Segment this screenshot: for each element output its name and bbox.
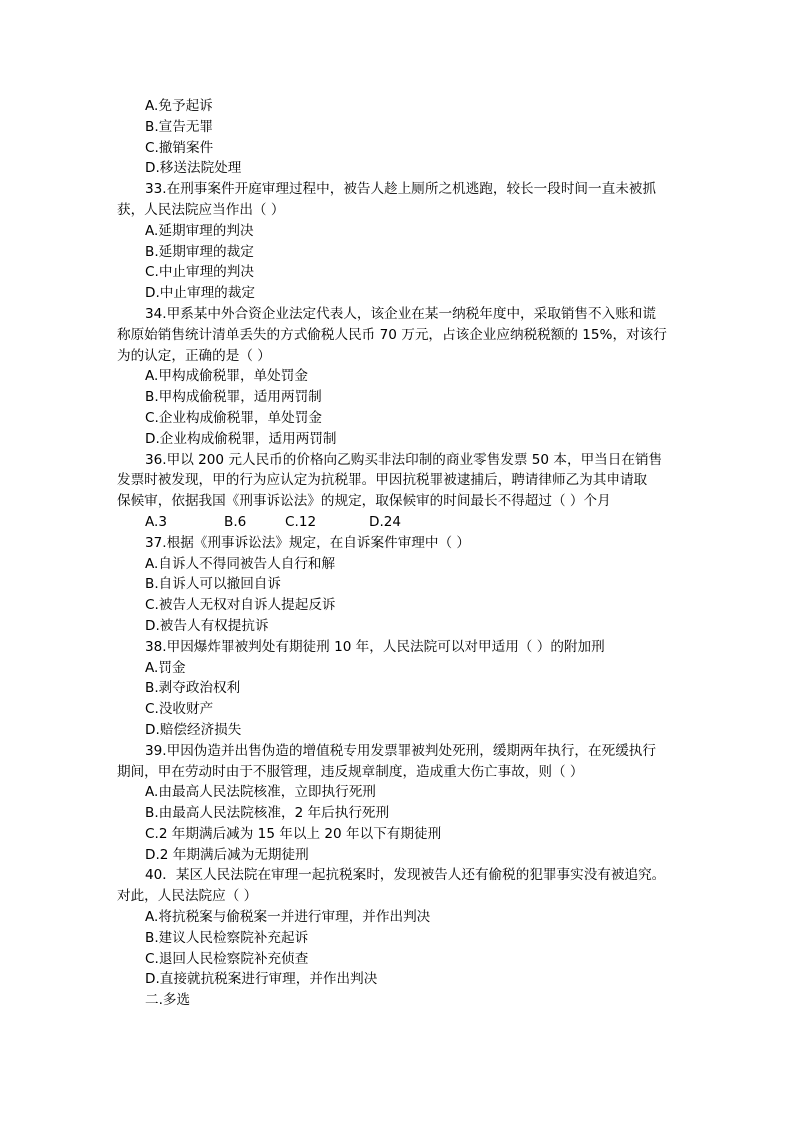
q33-stem-line-1: 33.在刑事案件开庭审理过程中，被告人趁上厕所之机逃跑，较长一段时间一直未被抓 (145, 181, 656, 198)
q34-option-d: D.企业构成偷税罪，适用两罚制 (145, 430, 337, 447)
q32-option-a: A.免予起诉 (145, 98, 213, 114)
q39-stem-line-2: 期间，甲在劳动时由于不服管理，违反规章制度，造成重大伤亡事故，则（ ） (117, 763, 584, 780)
q39-option-c: C.2 年期满后减为 15 年以上 20 年以下有期徒刑 (145, 825, 442, 842)
q37-option-d: D.被告人有权提抗诉 (145, 617, 269, 634)
section-heading-multiple-choice: 二.多选 (145, 992, 191, 1009)
q40-stem-line-2: 对此，人民法院应（ ） (117, 888, 258, 905)
q38-option-b: B.剥夺政治权利 (145, 680, 241, 697)
q40-stem-line-1: 40．某区人民法院在审理一起抗税案时，发现被告人还有偷税的犯罪事实没有被追究。 (145, 867, 666, 884)
q33-option-d: D.中止审理的裁定 (145, 285, 255, 302)
q37-option-b: B.自诉人可以撤回自诉 (145, 576, 281, 593)
q33-option-b: B.延期审理的裁定 (145, 243, 254, 260)
q40-option-a: A.将抗税案与偷税案一并进行审理，并作出判决 (145, 909, 431, 926)
q33-option-c: C.中止审理的判决 (145, 264, 254, 281)
question-list (117, 96, 677, 1011)
q32-option-b: B.宣告无罪 (145, 118, 214, 135)
q37-option-a: A.自诉人不得同被告人自行和解 (145, 555, 336, 572)
q36-stem-line-1: 36.甲以 200 元人民币的价格向乙购买非法印制的商业零售发票 50 本，甲当日在销售 (145, 451, 663, 468)
q36-option-b: B.6 (224, 513, 247, 530)
q37-option-c: C.被告人无权对自诉人提起反诉 (145, 597, 336, 614)
q40-option-d: D.直接就抗税案进行审理，并作出判决 (145, 971, 378, 988)
q32-option-d: D.移送法院处理 (145, 160, 242, 177)
q34-stem-line-3: 为的认定，正确的是（ ） (117, 347, 271, 364)
q38-stem: 38.甲因爆炸罪被判处有期徒刑 10 年，人民法院可以对甲适用（ ）的附加刑 (145, 638, 605, 655)
q34-option-c: C.企业构成偷税罪，单处罚金 (145, 409, 322, 426)
q38-option-d: D.赔偿经济损失 (145, 721, 242, 738)
q33-stem-line-2: 获，人民法院应当作出（ ） (117, 201, 285, 218)
q40-option-b: B.建议人民检察院补充起诉 (145, 929, 309, 946)
q36-stem-line-3: 保候审，依据我国《刑事诉讼法》的规定，取保候审的时间最长不得超过（ ）个月 (117, 493, 611, 510)
q39-option-a: A.由最高人民法院核准，立即执行死刑 (145, 784, 376, 801)
q36-option-c: C.12 (285, 513, 317, 530)
q39-stem-line-1: 39.甲因伪造并出售伪造的增值税专用发票罪被判处死刑，缓期两年执行，在死缓执行 (145, 742, 656, 759)
q38-option-a: A.罚金 (145, 659, 186, 676)
q39-option-b: B.由最高人民法院核准，2 年后执行死刑 (145, 805, 390, 822)
q34-stem-line-2: 称原始销售统计清单丢失的方式偷税人民币 70 万元，占该企业应纳税税额的 15%，对该行 (117, 326, 667, 343)
q39-option-d: D.2 年期满后减为无期徒刑 (145, 846, 309, 863)
q36-option-d: D.24 (369, 513, 402, 530)
q34-option-b: B.甲构成偷税罪，适用两罚制 (145, 389, 322, 406)
q36-stem-line-2: 发票时被发现，甲的行为应认定为抗税罪。甲因抗税罪被逮捕后，聘请律师乙为其申请取 (117, 472, 648, 489)
q34-option-a: A.甲构成偷税罪，单处罚金 (145, 368, 308, 385)
q34-stem-line-1: 34.甲系某中外合资企业法定代表人，该企业在某一纳税年度中，采取销售不入账和谎 (145, 305, 656, 322)
q32-option-c: C.撤销案件 (145, 139, 214, 156)
q38-option-c: C.没收财产 (145, 701, 214, 718)
q33-option-a: A.延期审理的判决 (145, 222, 254, 239)
q36-option-a: A.3 (145, 513, 168, 530)
q36-options (117, 512, 677, 533)
q37-stem: 37.根据《刑事诉讼法》规定，在自诉案件审理中（ ） (145, 534, 471, 551)
q40-option-c: C.退回人民检察院补充侦查 (145, 950, 309, 967)
